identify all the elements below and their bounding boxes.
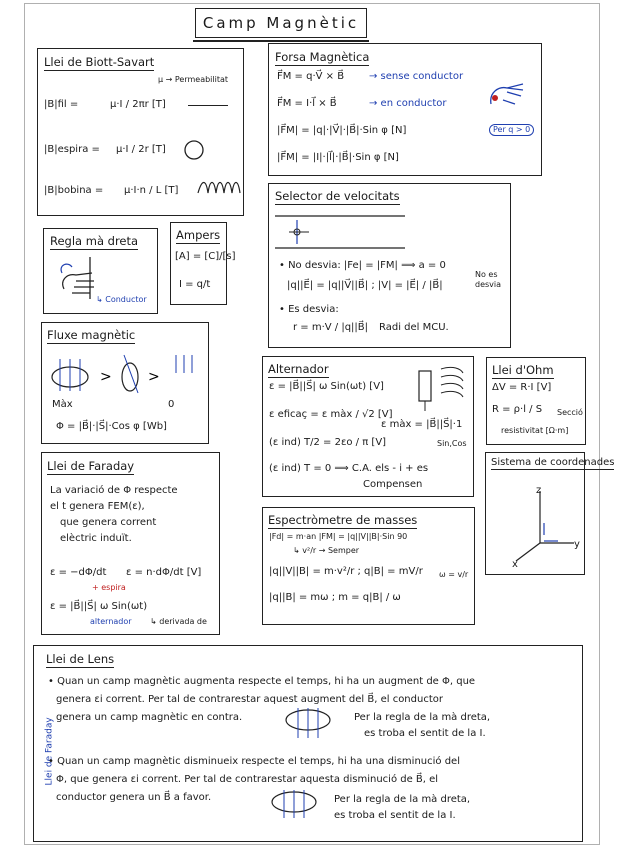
lenz-p1-line-3: genera un camp magnètic en contra.: [56, 712, 243, 723]
faraday-text-line-1: La variació de Φ respecte: [50, 485, 178, 496]
spectrometer-force-formula: |Fd| = m·an |FM| = |q||V||B|·Sin 90: [269, 532, 408, 541]
biot-savart-heading: Llei de Biott-Savart: [44, 55, 155, 69]
force-charge-modulus: |F⃗M| = |q|·|V⃗|·|B⃗|·Sin φ [N]: [277, 125, 407, 136]
biot-bobina-lhs: |B|bobina =: [44, 185, 104, 196]
max-emf-formula: ε màx = |B⃗||S⃗|·1: [381, 419, 463, 430]
faraday-text-line-3: que genera corrent: [60, 517, 157, 528]
alternator-coil-icon: [413, 361, 469, 413]
mass-spectrometer-heading: Espectròmetre de masses: [268, 513, 418, 527]
flux-zero-label: 0: [168, 399, 175, 410]
half-period-emf-formula: (ε ind) T/2 = 2εo / π [V]: [269, 437, 387, 448]
page-title: Camp Magnètic: [202, 14, 360, 32]
biot-fil-rhs: μ·I / 2πr [T]: [110, 99, 166, 110]
alternator-note: alternador: [90, 617, 132, 626]
alternator-section: [262, 356, 474, 497]
right-hand-rule-section: [43, 228, 158, 314]
aiding-field-loop-icon: [264, 786, 324, 822]
force-charge-formula: F⃗M = q·V⃗ × B⃗: [277, 71, 345, 82]
svg-text:>: >: [148, 369, 160, 385]
lenz-p2-line-2: Φ, que genera εi corrent. Per tal de contrarestar aquesta disminució de B⃗, el: [56, 774, 439, 785]
force-charge-note: → sense conductor: [369, 71, 464, 82]
magnetic-flux-heading: Fluxe magnètic: [47, 328, 136, 342]
compensate-label: Compensen: [363, 479, 423, 490]
lenz-p1-line-1: • Quan un camp magnètic augmenta respecte el temps, hi ha un augment de Φ, que: [48, 676, 476, 687]
spectrometer-mass-formula: |q||B| = mω ; m = q|B| / ω: [269, 592, 401, 603]
magnetic-force-section: [268, 43, 542, 176]
velocity-selector-equation: |q||E⃗| = |q||V⃗||B⃗| ; |V| = |E⃗| / |B⃗|: [287, 280, 443, 291]
effective-emf-formula: ε eficaç = ε màx / √2 [V]: [269, 409, 393, 420]
straight-wire-icon: [188, 105, 228, 106]
faraday-alternator-formula: ε = |B⃗||S⃗| ω Sin(ωt): [50, 601, 148, 612]
faraday-law-section: [41, 452, 220, 635]
opposing-field-loop-icon: [278, 706, 338, 742]
conductor-label: ↳ Conductor: [96, 295, 147, 304]
faraday-emf-formula: ε = −dΦ/dt: [50, 567, 107, 578]
z-axis-label: z: [536, 485, 542, 496]
radius-formula: r = m·V / |q||B⃗|: [293, 322, 369, 333]
biot-espira-rhs: μ·I / 2r [T]: [116, 144, 166, 155]
radius-note: Radi del MCU.: [379, 322, 449, 333]
force-conductor-formula: F⃗M = I·l⃗ × B⃗: [277, 98, 337, 109]
flux-orientation-diagram: [48, 349, 198, 399]
no-deflection-note: No es desvia: [475, 270, 502, 289]
alternator-heading: Alternador: [268, 362, 329, 376]
resistance-formula: R = ρ·l / S: [492, 404, 543, 415]
coordinate-system-heading: Sistema de coordenades: [491, 457, 615, 468]
section-label: Secció: [557, 408, 583, 417]
coordinate-system-section: [485, 452, 615, 575]
ohm-voltage-formula: ΔV = R·I [V]: [492, 382, 552, 393]
lenz-p1-line-2: genera εi corrent. Per tal de contrarestar aquest augment del B⃗, el conductor: [56, 694, 443, 705]
lenz-law-heading: Llei de Lens: [46, 652, 115, 666]
lenz-p1-line-4: Per la regla de la mà dreta,: [354, 712, 491, 723]
deflection-label: • Es desvia:: [279, 304, 339, 315]
biot-savart-section: [37, 48, 244, 216]
resistivity-label: resistivitat [Ω·m]: [501, 426, 569, 435]
x-axis-label: x: [512, 559, 518, 570]
right-hand-force-icon: [483, 74, 533, 120]
mass-spectrometer-section: [262, 507, 475, 625]
flux-formula: Φ = |B⃗|·|S⃗|·Cos φ [Wb]: [56, 421, 167, 432]
faraday-law-heading: Llei de Faraday: [47, 459, 135, 473]
sin-cos-label: Sin,Cos: [437, 439, 467, 448]
lenz-p2-line-5: es troba el sentit de la I.: [334, 810, 456, 821]
derivative-note: ↳ derivada de: [150, 617, 207, 626]
no-deflection-condition: • No desvia: |Fe| = |FM| ⟹ a = 0: [279, 260, 446, 271]
angular-velocity-formula: ω = v/r: [439, 570, 469, 579]
permeability-note: μ → Permeabilitat: [158, 75, 229, 84]
loop-circle-icon: [183, 139, 205, 161]
current-formula: I = q/t: [179, 279, 211, 290]
faraday-text-line-4: elèctric induït.: [60, 533, 132, 544]
coil-icon: [196, 177, 242, 199]
y-axis-label: y: [574, 539, 580, 550]
velocity-selector-heading: Selector de velocitats: [275, 189, 400, 203]
faraday-side-label: Llei de Faraday: [44, 717, 55, 786]
alternator-emf-formula: ε = |B⃗||S⃗| ω Sin(ωt) [V]: [269, 381, 384, 392]
ampere-section: [170, 222, 236, 305]
ohm-law-section: [486, 357, 586, 445]
svg-text:>: >: [100, 369, 112, 385]
centripetal-note: ↳ v²/r → Semper: [293, 546, 360, 555]
lenz-law-section: [33, 645, 583, 842]
lenz-p2-line-3: conductor genera un B⃗ a favor.: [56, 792, 212, 803]
magnetic-force-heading: Forsa Magnètica: [275, 50, 370, 64]
flux-max-label: Màx: [52, 399, 73, 410]
spectrometer-balance-formula: |q||V||B| = m·v²/r ; q|B| = mV/r: [269, 566, 423, 577]
velocity-selector-diagram: [275, 212, 405, 252]
faraday-text-line-2: el t genera FEM(ε),: [50, 501, 145, 512]
magnetic-flux-section: [41, 322, 209, 444]
biot-bobina-rhs: μ·I·n / L [T]: [124, 185, 179, 196]
espira-note: + espira: [92, 583, 126, 592]
ampere-heading: Ampers: [176, 228, 221, 242]
lenz-p1-line-5: es troba el sentit de la I.: [364, 728, 486, 739]
full-period-emf-formula: (ε ind) T = 0 ⟹ C.A. els - i + es: [269, 463, 429, 474]
lenz-p2-line-4: Per la regla de la mà dreta,: [334, 794, 471, 805]
velocity-selector-section: [268, 183, 511, 348]
biot-espira-lhs: |B|espira =: [44, 144, 100, 155]
page-title-box: [195, 8, 367, 38]
force-conductor-note: → en conductor: [369, 98, 447, 109]
ampere-unit-formula: [A] = [C]/[s]: [175, 251, 236, 262]
hand-positive-charge-label: Per q > 0: [489, 124, 534, 136]
right-hand-rule-heading: Regla mà dreta: [50, 234, 139, 248]
faraday-coil-emf-formula: ε = n·dΦ/dt [V]: [126, 567, 202, 578]
title-underline: [193, 40, 369, 42]
lenz-p2-line-1: • Quan un camp magnètic disminueix respecte el temps, hi ha una disminució del: [48, 756, 460, 767]
ohm-law-heading: Llei d'Ohm: [492, 363, 554, 377]
biot-fil-lhs: |B|fil =: [44, 99, 79, 110]
force-conductor-modulus: |F⃗M| = |I|·|l⃗|·|B⃗|·Sin φ [N]: [277, 152, 399, 163]
